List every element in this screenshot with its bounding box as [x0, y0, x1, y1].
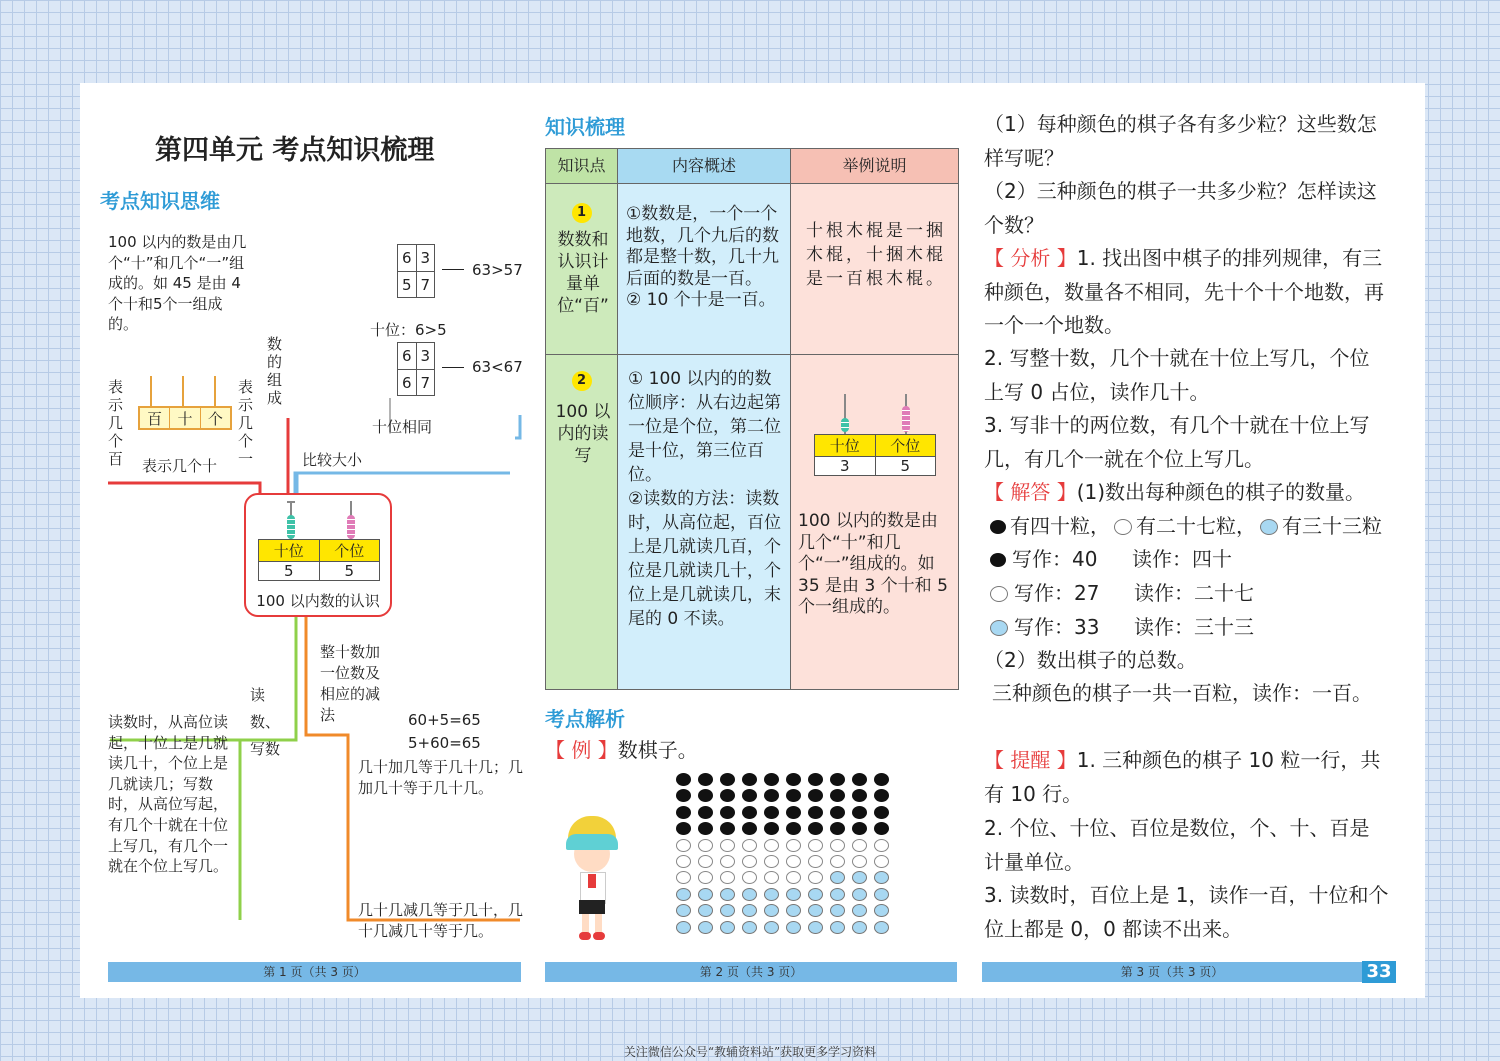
- row2-abacus-value-tens: 3: [815, 457, 876, 475]
- blue-branch-h: [295, 473, 510, 495]
- black-piece: [874, 822, 889, 835]
- digit: 7: [420, 276, 431, 294]
- black-piece: [852, 806, 867, 819]
- bead-row: [676, 789, 936, 802]
- blue-piece: [852, 888, 867, 901]
- answer-tag: 【 解答 】: [984, 480, 1077, 504]
- blue-piece: [874, 904, 889, 917]
- black-piece: [874, 789, 889, 802]
- row2-content: ① 100 以内的的数位顺序：从右边起第一位是个位，第二位是十位，第三位百位。 ②读数的方法：读数时，从高位起，百位上是几就读几百，个位是几就读几十，个位上是几就读几，末尾的 0 不读。: [628, 369, 781, 629]
- blue-piece: [830, 888, 845, 901]
- blue-piece: [830, 904, 845, 917]
- black-piece: [830, 773, 845, 786]
- black-piece: [852, 822, 867, 835]
- blue-piece: [764, 904, 779, 917]
- row2-abacus-header-tens: 十位: [815, 435, 876, 456]
- black-piece: [676, 789, 691, 802]
- white-piece: [808, 839, 823, 852]
- digit: 6: [398, 343, 417, 369]
- black-piece: [786, 806, 801, 819]
- bead-row: [676, 871, 936, 884]
- page-title: 第四单元 考点知识梳理: [155, 135, 435, 166]
- rule-addition: 几十加几等于几十几；几加几十等于几十几。: [358, 758, 524, 797]
- white-piece: [698, 871, 713, 884]
- bead-row: [676, 773, 936, 786]
- place-value-abacus: [138, 376, 228, 428]
- blue-piece: [830, 921, 845, 934]
- example-line: [545, 734, 698, 763]
- black-piece: [720, 773, 735, 786]
- answer-2: （2）数出棋子的总数。: [984, 648, 1197, 672]
- label-tens-meaning: 表示几个十: [142, 457, 218, 475]
- answer-2-text: 三种颜色的棋子一共一百粒，读作：一百。: [992, 681, 1372, 705]
- blue-piece: [874, 921, 889, 934]
- blue-piece: [852, 904, 867, 917]
- blue-piece: [830, 871, 845, 884]
- digit: 6: [398, 370, 417, 396]
- digit: 5: [398, 272, 417, 298]
- blue-piece: [698, 904, 713, 917]
- black-piece: [852, 773, 867, 786]
- compare-label: 比较大小: [302, 451, 363, 469]
- example-text: 数棋子。: [617, 738, 698, 762]
- black-piece: [720, 789, 735, 802]
- blue-piece: [698, 921, 713, 934]
- white-piece: [742, 855, 757, 868]
- black-piece: [742, 822, 757, 835]
- blue-piece: [874, 888, 889, 901]
- dash-line: [442, 367, 464, 368]
- white-piece: [852, 855, 867, 868]
- center-value-ones: 5: [344, 562, 355, 580]
- tip-block: [984, 744, 1389, 811]
- label-hundreds-meaning: 表示几个百: [108, 378, 124, 468]
- question-1: （1）每种颜色的棋子各有多少粒？这些数怎样写呢？: [984, 112, 1377, 170]
- white-piece: [676, 871, 691, 884]
- white-piece: [742, 871, 757, 884]
- black-piece: [698, 822, 713, 835]
- black-piece: [830, 822, 845, 835]
- row1-point: 数数和认识计量单位“百”: [557, 230, 609, 316]
- write-blue: 写作：33: [1014, 615, 1100, 639]
- count-white: 有二十七粒，: [1136, 514, 1256, 538]
- blue-piece: [720, 921, 735, 934]
- white-piece: [676, 839, 691, 852]
- bead-row: [676, 855, 936, 868]
- row1-number: 1: [572, 203, 592, 223]
- white-piece: [830, 855, 845, 868]
- digit: 7: [420, 374, 431, 392]
- analysis-1: 1. 找出图中棋子的排列规律，有三种颜色，数量各不相同，先十个十个地数，再一个一个地数。: [984, 246, 1384, 337]
- white-piece: [676, 855, 691, 868]
- write-read-blue: [990, 611, 1254, 645]
- white-piece: [698, 855, 713, 868]
- green-branch: [240, 610, 296, 920]
- blue-piece: [852, 871, 867, 884]
- write-read-black: [990, 543, 1232, 577]
- blue-piece: [808, 904, 823, 917]
- equation-2: 5+60=65: [408, 734, 481, 752]
- abacus-label-tens: 十: [170, 408, 200, 428]
- center-header-tens: 十位: [259, 540, 320, 561]
- white-piece: [764, 839, 779, 852]
- black-piece: [764, 773, 779, 786]
- row2-point: 100 以内的读写: [555, 402, 611, 466]
- row2-number: 2: [572, 371, 592, 391]
- black-piece: [786, 789, 801, 802]
- bead-row: [676, 806, 936, 819]
- blue-piece: [874, 871, 889, 884]
- bead-row: [676, 904, 936, 917]
- black-piece: [676, 806, 691, 819]
- black-piece: [676, 773, 691, 786]
- blue-piece: [808, 888, 823, 901]
- black-piece: [742, 789, 757, 802]
- page-number: 33: [1362, 961, 1396, 983]
- blue-piece: [786, 888, 801, 901]
- bead-row: [676, 888, 936, 901]
- tens-compare: 十位：6>5: [370, 321, 447, 339]
- intro-text: 100 以内的数是由几个“十”和几个“一”组成的。如 45 是由 4 个十和5个一组成的。: [108, 233, 247, 333]
- white-piece: [786, 855, 801, 868]
- rule-subtraction: 几十几减几等于几十，几十几减几十等于几。: [358, 901, 524, 940]
- black-piece-icon: [990, 553, 1006, 567]
- count-black: 有四十粒，: [1010, 514, 1110, 538]
- black-piece: [786, 822, 801, 835]
- black-piece: [852, 789, 867, 802]
- white-piece: [764, 855, 779, 868]
- read-white: 读作：二十七: [1134, 581, 1254, 605]
- tip-2: 2. 个位、十位、百位是数位，个、十、百是计量单位。: [984, 816, 1370, 874]
- label-ones-meaning: 表示几个一: [238, 378, 254, 468]
- center-node: [244, 493, 392, 617]
- black-piece: [742, 806, 757, 819]
- page1-footer: 第 1 页（共 3 页）: [108, 962, 521, 982]
- white-piece: [808, 871, 823, 884]
- tip-3: 3. 读数时，百位上是 1，读作一百，十位和个位上都是 0，0 都读不出来。: [984, 883, 1389, 941]
- black-piece: [698, 806, 713, 819]
- blue-piece: [676, 904, 691, 917]
- question-2: （2）三种颜色的棋子一共多少粒？怎样读这个数？: [984, 179, 1377, 237]
- blue-piece-icon: [1260, 519, 1278, 535]
- black-piece: [808, 822, 823, 835]
- black-piece: [720, 822, 735, 835]
- header-example: 举例说明: [791, 149, 958, 184]
- black-piece: [808, 789, 823, 802]
- blue-branch-v: [515, 415, 520, 438]
- center-caption: 100 以内数的认识: [256, 592, 380, 610]
- read-write-label: 读数、写数: [250, 686, 281, 758]
- row1-content: ①数数是，一个一个地数，几个九后的数都是整十数，几十九后面的数是一百。 ② 10 个十是一百。: [626, 204, 779, 310]
- analysis-tag: 【 分析 】: [984, 246, 1077, 270]
- header-point: 知识点: [546, 149, 618, 184]
- analysis-3: 3. 写非十的两位数，有几个十就在十位上写几，有几个一就在个位上写几。: [984, 413, 1370, 471]
- page3-footer: 第 3 页（共 3 页）: [982, 962, 1362, 982]
- black-piece: [808, 806, 823, 819]
- white-piece: [786, 839, 801, 852]
- label-composition: 数的组成: [267, 335, 283, 407]
- white-piece-icon: [1114, 519, 1132, 535]
- equation-1: 60+5=65: [408, 711, 481, 729]
- digit: 3: [420, 249, 431, 267]
- analysis-heading: 考点解析: [545, 707, 625, 731]
- blue-piece: [764, 921, 779, 934]
- black-piece: [742, 773, 757, 786]
- page2-footer: 第 2 页（共 3 页）: [545, 962, 957, 982]
- white-piece-icon: [990, 586, 1008, 602]
- black-piece-icon: [990, 520, 1006, 534]
- black-piece: [698, 789, 713, 802]
- tens-same: 十位相同: [372, 418, 433, 436]
- center-header-ones: 个位: [334, 542, 365, 560]
- knowledge-heading: 知识梳理: [545, 115, 625, 139]
- blue-piece: [764, 888, 779, 901]
- blue-piece: [742, 904, 757, 917]
- read-black: 读作：四十: [1132, 547, 1232, 571]
- bead-row: [676, 921, 936, 934]
- bead-row: [676, 822, 936, 835]
- black-piece: [830, 789, 845, 802]
- compare-result-bottom: 63<67: [472, 358, 523, 376]
- compare-box-top: [397, 244, 435, 298]
- count-blue: 有三十三粒: [1282, 514, 1382, 538]
- blue-piece: [808, 921, 823, 934]
- black-piece: [874, 806, 889, 819]
- row2-abacus-value-ones: 5: [900, 457, 911, 475]
- example-tag: 【 例 】: [545, 738, 618, 762]
- compare-box-bottom: [397, 342, 435, 396]
- white-piece: [852, 839, 867, 852]
- blue-piece: [742, 921, 757, 934]
- blue-piece: [698, 888, 713, 901]
- blue-piece: [676, 921, 691, 934]
- write-read-white: [990, 577, 1254, 611]
- white-piece: [764, 871, 779, 884]
- black-piece: [764, 806, 779, 819]
- digit: 3: [420, 347, 431, 365]
- analysis-2: 2. 写整十数，几个十就在十位上写几，个位上写 0 占位，读作几十。: [984, 346, 1370, 404]
- write-white: 写作：27: [1014, 581, 1100, 605]
- black-piece: [808, 773, 823, 786]
- watermark: 关注微信公众号“教辅资料站”获取更多学习资料: [623, 1045, 877, 1059]
- abacus-label-hundreds: 百: [140, 408, 170, 428]
- blue-piece: [720, 888, 735, 901]
- white-piece: [698, 839, 713, 852]
- white-piece: [720, 839, 735, 852]
- black-piece: [786, 773, 801, 786]
- header-content: 内容概述: [618, 149, 791, 184]
- center-value-tens: 5: [259, 562, 320, 580]
- white-piece: [786, 871, 801, 884]
- addsub-label: 整十数加一位数及相应的减法: [320, 643, 381, 724]
- white-piece: [874, 839, 889, 852]
- black-piece: [698, 773, 713, 786]
- count-line: [990, 510, 1400, 544]
- tip-1: 1. 三种颜色的棋子 10 粒一行，共有 10 行。: [984, 748, 1381, 806]
- analysis-block: [984, 242, 1389, 343]
- cartoon-boy: [566, 816, 618, 942]
- blue-piece: [676, 888, 691, 901]
- blue-piece: [720, 904, 735, 917]
- arrow-line: [442, 269, 464, 270]
- black-piece: [874, 773, 889, 786]
- white-piece: [830, 839, 845, 852]
- white-piece: [720, 871, 735, 884]
- blue-piece: [786, 904, 801, 917]
- abacus-label-ones: 个: [207, 410, 223, 428]
- white-piece: [742, 839, 757, 852]
- compare-result-top: 63>57: [472, 261, 523, 279]
- black-piece: [764, 822, 779, 835]
- chess-pieces-grid: [676, 773, 936, 937]
- write-black: 写作：40: [1012, 547, 1098, 571]
- section-heading: 考点知识思维: [100, 189, 220, 213]
- digit: 6: [398, 245, 417, 271]
- white-piece: [808, 855, 823, 868]
- black-piece: [720, 806, 735, 819]
- answer-1: (1)数出每种颜色的棋子的数量。: [1076, 480, 1366, 504]
- white-piece: [720, 855, 735, 868]
- blue-piece-icon: [990, 620, 1008, 636]
- answer-block: [984, 476, 1394, 510]
- row2-example: 100 以内的数是由几个“十”和几个“一”组成的。如 35 是由 3 个十和 5 个一组成的。: [798, 511, 948, 617]
- white-piece: [874, 855, 889, 868]
- blue-piece: [852, 921, 867, 934]
- tip-tag: 【 提醒 】: [984, 748, 1077, 772]
- knowledge-table: [545, 148, 959, 690]
- row2-abacus-header-ones: 个位: [890, 437, 921, 455]
- read-write-text: 读数时，从高位读起，十位上是几就读几十，个位上是几就读几；写数时，从高位写起，有几个十就在十位上写几，有几个一就在个位上写几。: [108, 713, 229, 876]
- row1-example: 十根木棍是一捆木棍，十捆木棍是一百根木棍。: [806, 221, 946, 289]
- black-piece: [830, 806, 845, 819]
- black-piece: [676, 822, 691, 835]
- read-blue: 读作：三十三: [1134, 615, 1254, 639]
- blue-piece: [786, 921, 801, 934]
- blue-piece: [742, 888, 757, 901]
- black-piece: [764, 789, 779, 802]
- bead-row: [676, 839, 936, 852]
